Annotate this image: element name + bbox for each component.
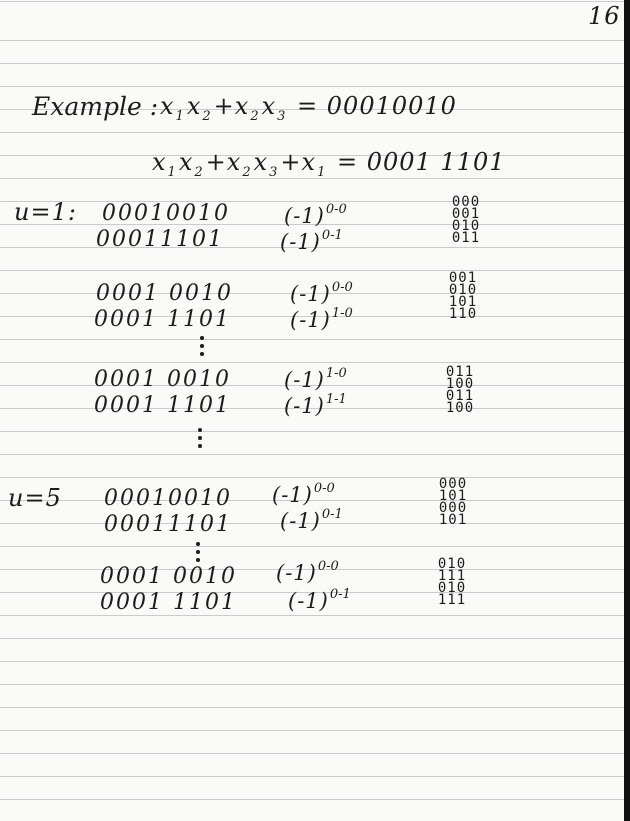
sign-exponent: 0-0 — [317, 559, 339, 574]
triple: 011 — [445, 388, 475, 404]
block4-sign-b — [280, 508, 343, 532]
triple: 101 — [448, 294, 478, 310]
triple: 010 — [437, 556, 467, 572]
block1-sign-b — [280, 229, 343, 253]
equation-rhs: = 0001 1101 — [328, 148, 506, 176]
block3-triples — [437, 366, 483, 414]
sign-exponent: 0-0 — [331, 280, 353, 295]
ellipsis-dots — [198, 428, 206, 452]
sign-exponent: 0-1 — [321, 228, 343, 243]
triple: 000 — [451, 194, 481, 210]
triple: 001 — [448, 270, 478, 286]
block4-row-a: 00010010 — [104, 486, 232, 511]
variable: x — [301, 148, 317, 176]
sign-base: (-1) — [284, 204, 325, 228]
block1-triples — [443, 196, 489, 244]
block3-row-a: 0001 0010 — [94, 367, 231, 392]
sign-base: (-1) — [290, 282, 331, 306]
block4-triples — [430, 478, 476, 526]
variable-subscript: 3 — [277, 109, 287, 124]
block1-row-b: 00011101 — [96, 227, 224, 252]
block5-sign-b — [288, 588, 351, 612]
block3-row-b: 0001 1101 — [94, 393, 231, 418]
equation-1 — [160, 94, 457, 123]
triple: 010 — [451, 218, 481, 234]
variable: x — [178, 148, 194, 176]
variable-subscript: 1 — [317, 165, 327, 180]
sign-base: (-1) — [284, 394, 325, 418]
sign-exponent: 0-1 — [321, 507, 343, 522]
sign-base: (-1) — [288, 589, 329, 613]
triple: 011 — [445, 364, 475, 380]
triple: 010 — [448, 282, 478, 298]
variable: x — [234, 92, 250, 120]
example-title: Example : — [32, 92, 159, 121]
page-edge — [624, 0, 630, 821]
triple: 000 — [438, 476, 468, 492]
operator: + — [205, 148, 227, 176]
sign-exponent: 1-0 — [331, 306, 353, 321]
block4-row-b: 00011101 — [104, 512, 232, 537]
sign-base: (-1) — [284, 368, 325, 392]
triple: 011 — [451, 230, 481, 246]
variable-subscript: 2 — [202, 109, 212, 124]
triple: 000 — [438, 500, 468, 516]
triple: 111 — [437, 568, 467, 584]
variable-subscript: 2 — [250, 109, 260, 124]
variable-subscript: 2 — [194, 165, 204, 180]
block5-triples — [429, 558, 475, 606]
triple: 010 — [437, 580, 467, 596]
triple: 001 — [451, 206, 481, 222]
block4-sign-a — [272, 482, 335, 506]
variable-subscript: 3 — [269, 165, 279, 180]
sign-exponent: 1-0 — [325, 366, 347, 381]
block3-sign-a — [284, 367, 347, 391]
variable: x — [261, 92, 277, 120]
triple: 111 — [437, 592, 467, 608]
page-number: 16 — [588, 2, 621, 30]
block1-sign-a — [284, 203, 347, 227]
block3-sign-b — [284, 393, 347, 417]
operator: + — [280, 148, 302, 176]
variable-subscript: 1 — [167, 165, 177, 180]
block2-row-a: 0001 0010 — [96, 281, 233, 306]
triple: 100 — [445, 400, 475, 416]
variable: x — [152, 148, 167, 176]
variable-subscript: 1 — [175, 109, 185, 124]
block1-row-a: 00010010 — [102, 201, 230, 226]
u5-label: u=5 — [8, 484, 62, 512]
operator: + — [213, 92, 235, 120]
sign-exponent: 0-0 — [313, 481, 335, 496]
sign-base: (-1) — [290, 308, 331, 332]
block2-triples — [440, 272, 486, 320]
variable-subscript: 2 — [242, 165, 252, 180]
variable: x — [226, 148, 242, 176]
triple: 101 — [438, 488, 468, 504]
variable: x — [253, 148, 269, 176]
block2-sign-b — [290, 307, 353, 331]
sign-exponent: 0-0 — [325, 202, 347, 217]
sign-base: (-1) — [276, 561, 317, 585]
block2-sign-a — [290, 281, 353, 305]
u1-label: u=1: — [14, 198, 77, 226]
equation-rhs: = 00010010 — [288, 92, 457, 120]
sign-base: (-1) — [280, 230, 321, 254]
triple: 100 — [445, 376, 475, 392]
block5-row-b: 0001 1101 — [100, 590, 237, 615]
sign-exponent: 0-1 — [329, 587, 351, 602]
block5-sign-a — [276, 560, 339, 584]
equation-2 — [152, 150, 506, 179]
ellipsis-dots — [196, 542, 204, 566]
sign-base: (-1) — [280, 509, 321, 533]
sign-base: (-1) — [272, 483, 313, 507]
block5-row-a: 0001 0010 — [100, 564, 237, 589]
block2-row-b: 0001 1101 — [94, 307, 231, 332]
variable: x — [160, 92, 175, 120]
ellipsis-dots — [200, 336, 208, 360]
triple: 110 — [448, 306, 478, 322]
variable: x — [186, 92, 202, 120]
triple: 101 — [438, 512, 468, 528]
sign-exponent: 1-1 — [325, 392, 347, 407]
